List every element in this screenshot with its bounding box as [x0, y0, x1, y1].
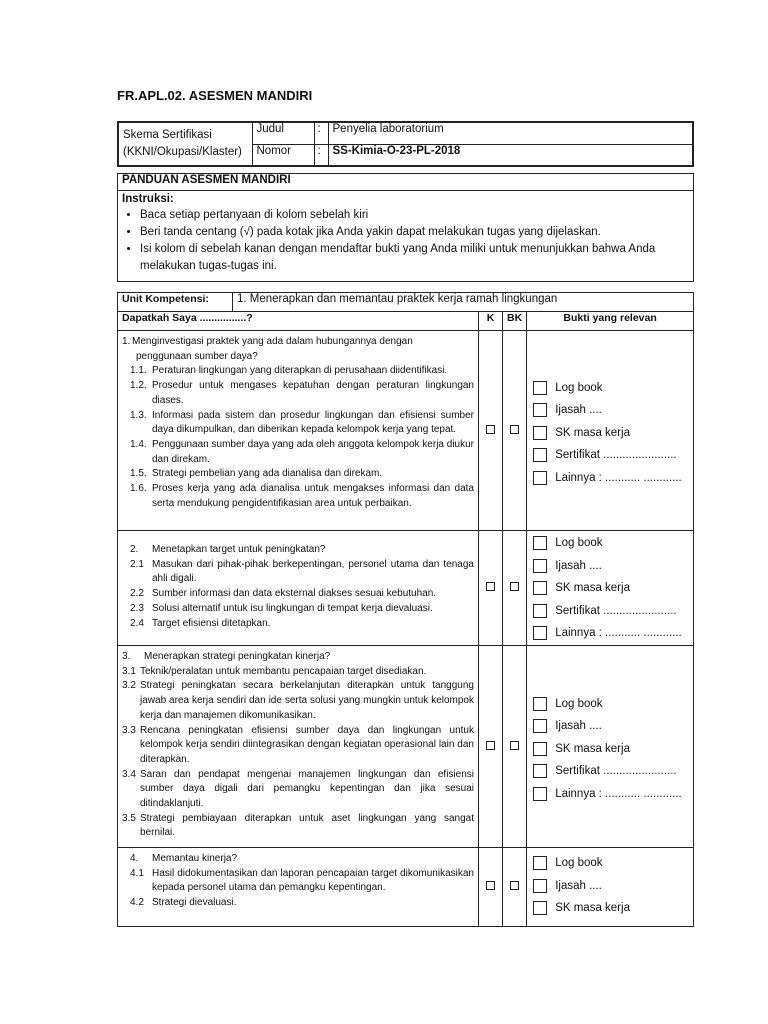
bk-checkbox[interactable] [510, 881, 519, 890]
criterion-text: Peraturan lingkungan yang diterapkan di perusahaan diidentifikasi. [152, 365, 448, 377]
instruksi-label: Instruksi: [122, 193, 174, 205]
bk-cell [503, 848, 527, 927]
skema-label: Skema Sertifikasi (KKNI/Okupasi/Klaster) [118, 122, 252, 166]
k-checkbox[interactable] [486, 881, 495, 890]
element-row [118, 331, 694, 531]
bk-cell [503, 531, 527, 646]
evidence-option[interactable] [533, 897, 689, 920]
evidence-checkbox[interactable] [533, 448, 547, 462]
criterion-number: 1.2. [130, 380, 147, 392]
criterion-number: 3.3 [122, 724, 136, 736]
assessment-table [117, 292, 694, 927]
criterion-text: Rencana peningkatan efisiensi sumber daya dan lingkungan untuk kelompok kerja sendiri diintegrasikan dengan kegiatan operasional lain dan diterapkan. [140, 724, 474, 765]
nomor-value: SS-Kimia-O-23-PL-2018 [328, 144, 693, 166]
criterion-text: Penggunaan sumber daya yang ada oleh anggota kelompok kerja diukur dan direkam. [152, 438, 474, 465]
k-checkbox[interactable] [486, 582, 495, 591]
evidence-checkbox[interactable] [533, 559, 547, 573]
criterion-number: 2. [130, 544, 139, 555]
evidence-checkbox[interactable] [533, 697, 547, 711]
colon: : [314, 122, 328, 144]
bk-checkbox[interactable] [510, 741, 519, 750]
criterion-number: 4.2 [130, 897, 144, 909]
criterion-number: 1.1. [130, 365, 147, 377]
criterion-number: 3.4 [122, 768, 136, 780]
criterion-text: Sumber informasi dan data eksternal diakses sesuai kebutuhan. [152, 588, 437, 600]
evidence-label: Log book [555, 381, 603, 394]
evidence-option[interactable] [533, 599, 689, 622]
k-cell [479, 646, 503, 848]
evidence-label: SK masa kerja [555, 902, 630, 915]
instruction-item: • Isi kolom di sebelah kanan dengan mendaftar bukti yang Anda miliki untuk menunjukkan bahwa Anda melakukan tugas-tugas ini. [140, 241, 689, 275]
bk-cell [503, 646, 527, 848]
criterion-number: 2.4 [130, 617, 144, 629]
criterion-number: 4.1 [130, 867, 144, 879]
evidence-label: Lainnya : ........... ............ [555, 627, 682, 639]
evidence-checkbox[interactable] [533, 381, 547, 395]
evidence-list [527, 331, 694, 531]
evidence-label: Log book [555, 537, 603, 549]
evidence-label: Log book [555, 857, 603, 870]
criterion-number: 1.3. [130, 409, 147, 421]
instruction-item: • Beri tanda centang (√) pada kotak jika Anda yakin dapat melakukan tugas yang dijelaskan. [140, 224, 689, 241]
element-question: Memantau kinerja? [152, 853, 238, 864]
criterion-number: 3.5 [122, 812, 136, 824]
evidence-label: Sertifikat ....................... [555, 449, 677, 461]
evidence-option[interactable] [533, 692, 689, 715]
criterion-text: Saran dan pendapat mengenai manajemen lingkungan dan efisiensi sumber daya digali dari pemangku kepentingan dan jika sesuai ditindaklanjuti. [140, 768, 474, 810]
k-checkbox[interactable] [486, 425, 495, 434]
evidence-checkbox[interactable] [533, 536, 547, 550]
evidence-checkbox[interactable] [533, 764, 547, 778]
element-criteria [118, 848, 479, 927]
col-bk-header: BK [503, 312, 527, 331]
evidence-label: Ijasah .... [555, 559, 602, 572]
evidence-checkbox[interactable] [533, 426, 547, 440]
evidence-label: Sertifikat ....................... [555, 604, 677, 617]
evidence-checkbox[interactable] [533, 471, 547, 485]
element-question: Menerapkan strategi peningkatan kinerja? [144, 651, 331, 662]
evidence-option[interactable] [533, 852, 689, 875]
instruction-list [122, 207, 689, 275]
evidence-option[interactable] [533, 577, 689, 600]
col-bukti-header: Bukti yang relevan [527, 312, 694, 331]
element-criteria [118, 531, 479, 646]
document-title: FR.APL.02. ASESMEN MANDIRI [117, 88, 313, 103]
evidence-checkbox[interactable] [533, 403, 547, 417]
col-k-header: K [479, 312, 503, 331]
evidence-list [527, 531, 694, 646]
evidence-checkbox[interactable] [533, 742, 547, 756]
panduan-title: PANDUAN ASESMEN MANDIRI [118, 174, 694, 191]
k-cell [479, 331, 503, 531]
criterion-number: 3. [122, 651, 131, 662]
evidence-checkbox[interactable] [533, 901, 547, 915]
criterion-text: Hasil didokumentasikan dan laporan pencapaian target dikomunikasikan kepada personel utama dan pemangku kepentingan. [152, 867, 474, 894]
evidence-option[interactable] [533, 421, 689, 444]
criterion-text: Target efisiensi ditetapkan. [152, 617, 271, 629]
evidence-option[interactable] [533, 554, 689, 577]
evidence-option[interactable] [533, 760, 689, 783]
criterion-text: Teknik/peralatan untuk membantu pencapaian target disediakan. [140, 665, 427, 677]
element-question: Menginvestigasi praktek yang ada dalam hubungannya dengan [132, 336, 413, 347]
evidence-label: Log book [555, 697, 603, 710]
evidence-option[interactable] [533, 444, 689, 467]
evidence-option[interactable] [533, 715, 689, 738]
judul-value: Penyelia laboratorium [328, 122, 693, 144]
criterion-number: 3.1 [122, 665, 136, 677]
evidence-list [527, 848, 694, 927]
criterion-number: 1.4. [130, 438, 147, 450]
evidence-option[interactable] [533, 875, 689, 898]
evidence-label: Lainnya : ........... ............ [555, 471, 682, 484]
criterion-text: Proses kerja yang ada dianalisa untuk mengakses informasi dan data serta mendukung pengidentifikasian area untuk perbaikan. [152, 483, 474, 509]
element-row [118, 531, 694, 646]
criterion-text: Strategi dievaluasi. [152, 897, 237, 909]
evidence-label: SK masa kerja [555, 582, 630, 594]
criterion-number: 4. [130, 853, 139, 864]
bk-checkbox[interactable] [510, 582, 519, 591]
bk-checkbox[interactable] [510, 425, 519, 434]
k-cell [479, 848, 503, 927]
criterion-number: 3.2 [122, 680, 136, 692]
colon: : [314, 144, 328, 166]
evidence-label: Ijasah .... [555, 404, 602, 416]
evidence-option[interactable] [533, 532, 689, 555]
col-question-header: Dapatkah Saya ................? [118, 312, 479, 331]
evidence-checkbox[interactable] [533, 879, 547, 893]
criterion-text: Informasi pada sistem dan prosedur lingkungan dan efisiensi sumber daya dikumpulkan, dan diberikan kepada kelompok kerja yang tepat. [152, 409, 474, 436]
criterion-number: 1. [122, 336, 131, 347]
element-row [118, 646, 694, 848]
criterion-text: Prosedur untuk mengases kepatuhan dengan peraturan lingkungan diases. [152, 380, 474, 406]
k-cell [479, 531, 503, 646]
evidence-option[interactable] [533, 737, 689, 760]
evidence-option[interactable] [533, 622, 689, 645]
criterion-number: 2.3 [130, 602, 144, 614]
evidence-checkbox[interactable] [533, 719, 547, 733]
evidence-list [527, 646, 694, 848]
evidence-checkbox[interactable] [533, 604, 547, 618]
nomor-label: Nomor [252, 144, 314, 166]
k-checkbox[interactable] [486, 741, 495, 750]
criterion-text: Strategi peningkatan secara berkelanjutan diterapkan untuk tanggung jawab area kerja sendiri dan ide serta solusi yang mungkin untuk kelompok kerja dan manajemen dikomunikasikan. [140, 680, 474, 721]
criterion-text: Strategi pembiayaan diterapkan untuk aset lingkungan yang sangat bernilai. [140, 812, 474, 839]
instruction-item: • Baca setiap pertanyaan di kolom sebelah kiri [140, 207, 689, 224]
evidence-option[interactable] [533, 466, 689, 489]
criterion-number: 2.2 [130, 588, 144, 600]
evidence-checkbox[interactable] [533, 787, 547, 801]
criterion-text: Masukan dari pihak-pihak berkepentingan, personel utama dan tenaga ahli digali. [152, 558, 474, 585]
element-row [118, 848, 694, 927]
scheme-header-table [117, 121, 694, 167]
evidence-label: Ijasah .... [555, 720, 602, 732]
bk-cell [503, 331, 527, 531]
evidence-label: Sertifikat ....................... [555, 765, 677, 777]
element-criteria [118, 646, 479, 848]
evidence-checkbox[interactable] [533, 581, 547, 595]
criterion-number: 2.1 [130, 558, 144, 570]
evidence-label: Ijasah .... [555, 879, 602, 892]
unit-label: Unit Kompetensi: [118, 293, 233, 312]
element-question: Menetapkan target untuk peningkatan? [152, 544, 326, 555]
evidence-label: Lainnya : ........... ............ [555, 787, 682, 800]
evidence-checkbox[interactable] [533, 626, 547, 640]
criterion-number: 1.6. [130, 483, 147, 495]
evidence-option[interactable] [533, 782, 689, 805]
criterion-text: Strategi pembelian yang ada dianalisa dan direkam. [152, 468, 383, 480]
evidence-label: SK masa kerja [555, 426, 630, 439]
element-criteria [118, 331, 479, 531]
judul-label: Judul [252, 122, 314, 144]
criterion-number: 1.5. [130, 468, 147, 480]
evidence-option[interactable] [533, 376, 689, 399]
unit-value: 1. Menerapkan dan memantau praktek kerja ramah lingkungan [233, 293, 694, 312]
evidence-checkbox[interactable] [533, 856, 547, 870]
evidence-label: SK masa kerja [555, 742, 630, 755]
evidence-option[interactable] [533, 399, 689, 422]
criterion-text: Solusi alternatif untuk isu lingkungan di tempat kerja dievaluasi. [152, 602, 433, 614]
panduan-table [117, 173, 694, 282]
element-question: penggunaan sumber daya? [136, 350, 258, 362]
